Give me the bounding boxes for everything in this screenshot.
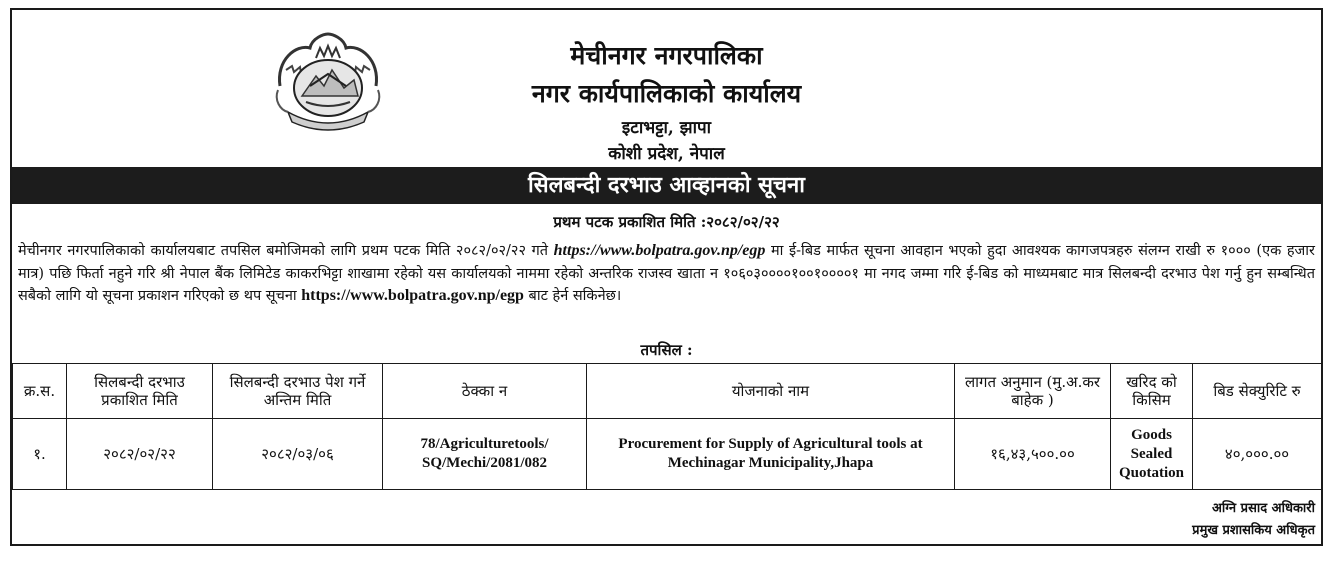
col-header-bid-security: बिड सेक्युरिटि रु <box>1193 364 1322 419</box>
col-header-project-name: योजनाको नाम <box>587 364 955 419</box>
col-header-sn: क्र.स. <box>13 364 67 419</box>
col-header-last-date: सिलबन्दी दरभाउ पेश गर्ने अन्तिम मिति <box>213 364 383 419</box>
body-text-part-1: मेचीनगर नगरपालिकाको कार्यालयबाट तपसिल बमोजिमको लागि प्रथम पटक मिति २०८२/०२/२२ गते <box>18 243 554 259</box>
body-text-part-2: मा ई-बिड मार्फत सूचना आवहान भएको हुदा आवश्यक कागजपत्रहरु संलग्न राखी रु १००० (एक हजार मात्र) पछि फिर्ता नहुने गरि श्री नेपाल बैंक लिमिटेड काकरभिट्टा शाखामा रहेको यस कार्यालयको नाममा रहेको अन्तरिक राजस्व खाता न १०६०३००००१००१००००१ मा नगद जम्मा गरि ई-बिड को माध्यमबाट मात्र सिलबन्दी दरभाउ पेश गर्नु हुन सम्बन्धित सबैको लागि यो सूचना प्रकाशन गरिएको छ थप सूचना <box>18 243 1315 304</box>
body-text-part-3: बाट हेर्न सकिनेछ। <box>523 288 622 304</box>
cell-published-date: २०८२/०२/२२ <box>67 419 213 490</box>
cell-cost-estimate: १६,४३,५००.०० <box>955 419 1111 490</box>
table-row <box>13 419 1322 490</box>
bolpatra-link-1[interactable]: https://www.bolpatra.gov.np/egp <box>553 242 766 259</box>
cell-last-date: २०८२/०३/०६ <box>213 419 383 490</box>
col-header-contract-no: ठेक्का न <box>383 364 587 419</box>
table-header-row <box>13 364 1322 419</box>
signatory-title: प्रमुख प्रशासकिय अधिकृत <box>1192 523 1315 538</box>
details-heading: तपसिल : <box>640 341 693 359</box>
published-date-line: प्रथम पटक प्रकाशित मिति :२०८२/०२/२२ <box>553 213 780 231</box>
cell-project-name: Procurement for Supply of Agricultural tools at Mechinagar Municipality,Jhapa <box>587 419 955 490</box>
office-name: नगर कार्यपालिकाको कार्यालय <box>531 79 802 108</box>
notice-title-banner: सिलबन्दी दरभाउ आव्हानको सूचना <box>12 167 1321 204</box>
province-country: कोशी प्रदेश, नेपाल <box>608 144 725 164</box>
col-header-cost-estimate: लागत अनुमान (मु.अ.कर बाहेक ) <box>955 364 1111 419</box>
cell-sn: १. <box>13 419 67 490</box>
bolpatra-link-2[interactable]: https://www.bolpatra.gov.np/egp <box>301 287 524 304</box>
signatory-name: अग्नि प्रसाद अधिकारी <box>1211 501 1315 516</box>
tender-table <box>12 363 1322 490</box>
col-header-procurement-type: खरिद को किसिम <box>1111 364 1193 419</box>
notice-body <box>18 240 1315 308</box>
cell-procurement-type: Goods Sealed Quotation <box>1111 419 1193 490</box>
office-address: इटाभट्टा, झापा <box>621 118 712 138</box>
cell-bid-security: ४०,०००.०० <box>1193 419 1322 490</box>
col-header-published-date: सिलबन्दी दरभाउ प्रकाशित मिति <box>67 364 213 419</box>
municipality-name: मेचीनगर नगरपालिका <box>570 41 763 70</box>
notice-frame <box>10 8 1323 546</box>
cell-contract-no: 78/Agriculturetools/ SQ/Mechi/2081/082 <box>383 419 587 490</box>
